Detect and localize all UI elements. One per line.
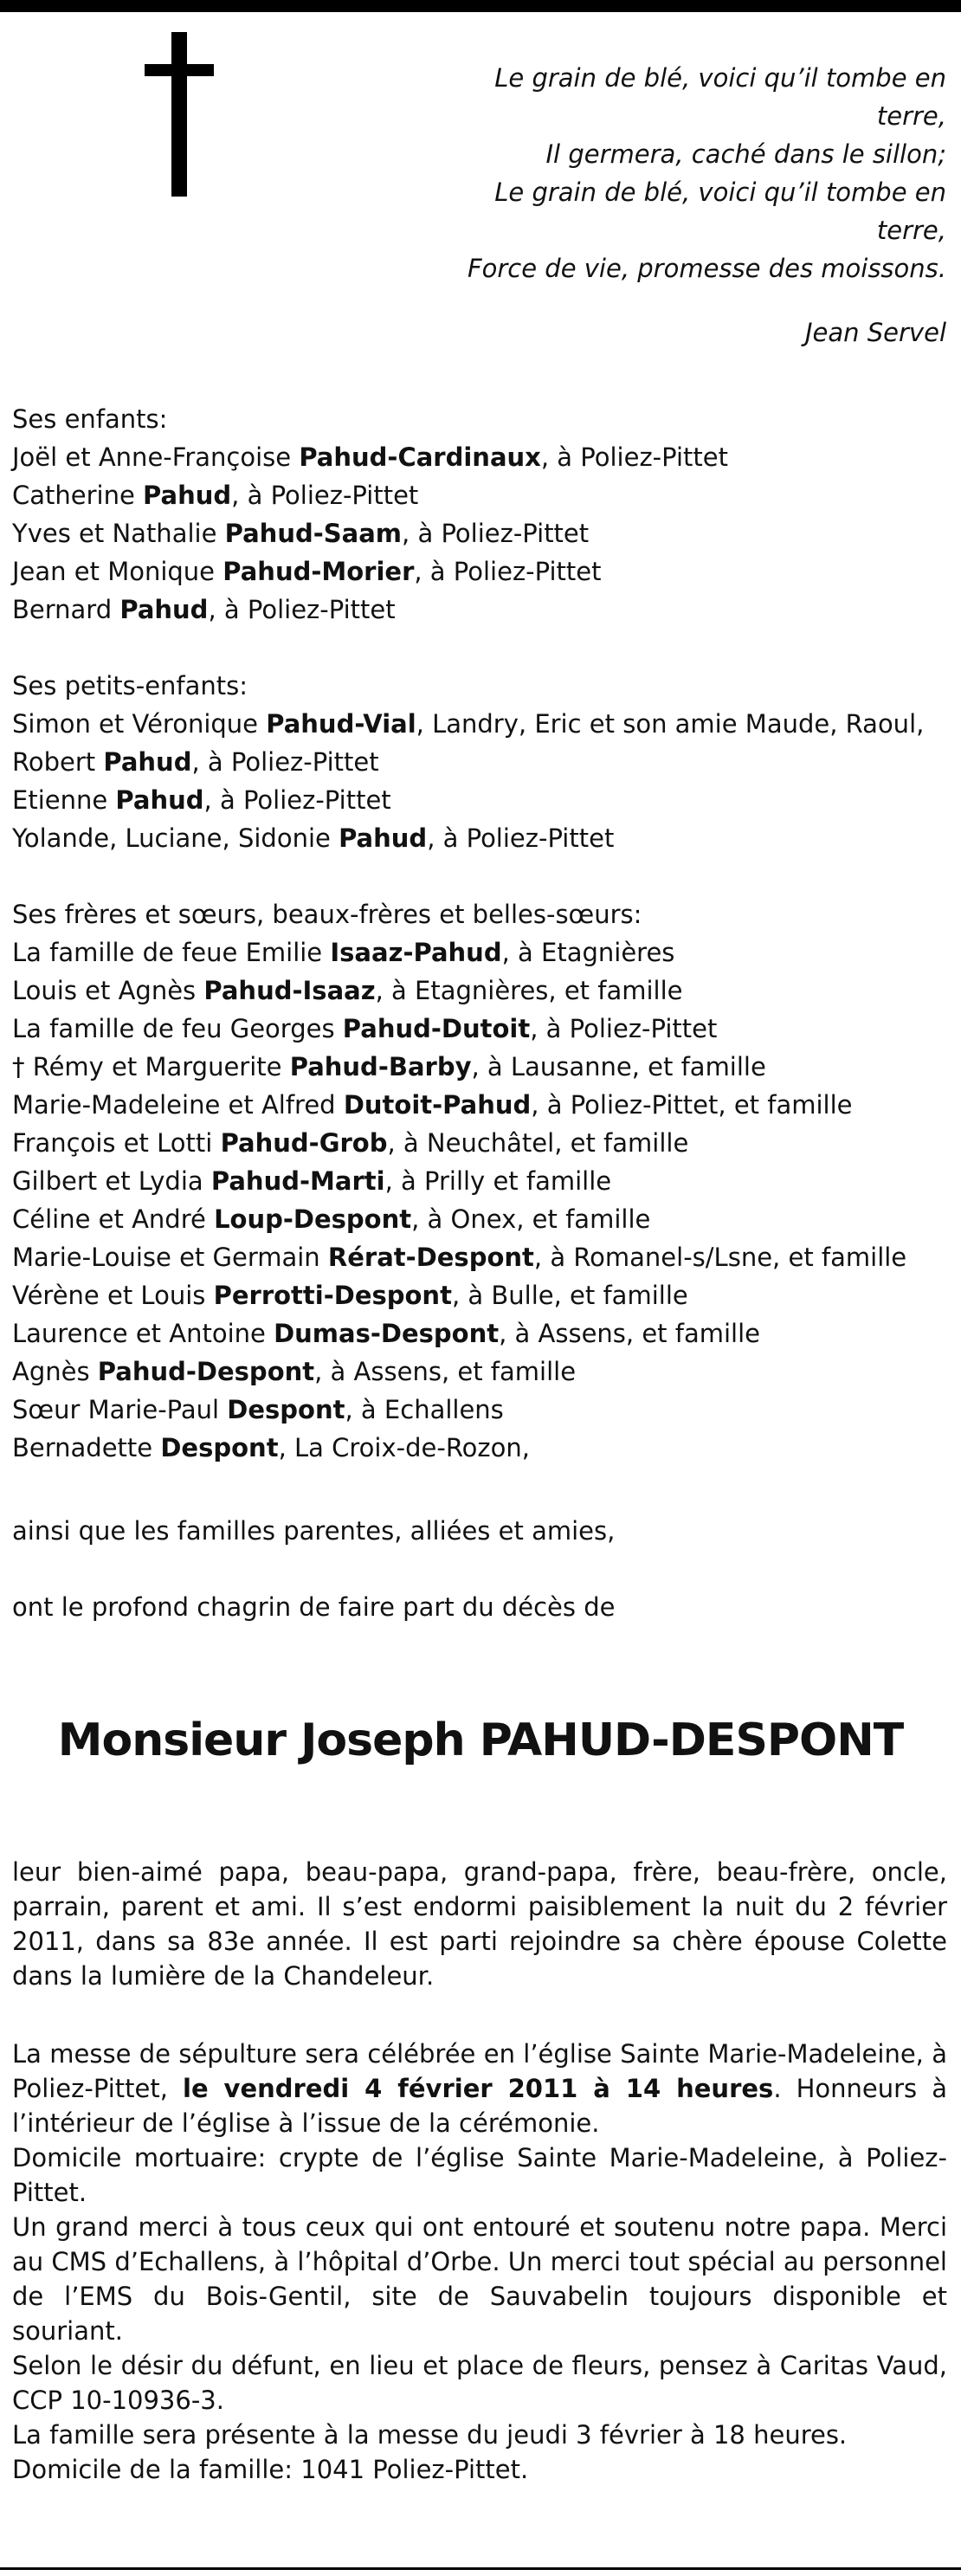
bottom-rule	[0, 2567, 961, 2570]
row-prefix: Robert	[12, 747, 104, 777]
family-row	[12, 1124, 949, 1162]
row-prefix: Yves et Nathalie	[12, 519, 225, 548]
family-row	[12, 933, 949, 972]
biography-paragraph: leur bien-aimé papa, beau-papa, grand-papa, frère, beau-frère, oncle, parrain, parent et ami. Il s’est endormi paisiblement la nuit du 2 février 2011, dans sa 83e année. Il est parti rejoindre sa chère épouse Colette dans la lumière de la Chandeleur.	[12, 1857, 947, 1991]
row-prefix: Bernard	[12, 595, 120, 624]
row-suffix: , à Assens, et famille	[499, 1319, 761, 1348]
poem-line: Le grain de blé, voici qu’il tombe en	[494, 178, 946, 207]
poem-line: Force de vie, promesse des moissons.	[467, 254, 946, 283]
siblings-section	[12, 895, 949, 1467]
row-prefix: Joël et Anne-Françoise	[12, 442, 300, 472]
family-name: Perrotti-Despont	[213, 1281, 452, 1310]
family-name: Dutoit-Pahud	[343, 1090, 532, 1120]
row-suffix: , Landry, Eric et son amie Maude, Raoul,	[416, 709, 925, 739]
row-prefix: Marie-Louise et Germain	[12, 1243, 328, 1272]
row-suffix: , à Poliez-Pittet	[203, 785, 391, 815]
row-suffix: , à Poliez-Pittet	[208, 595, 396, 624]
family-name: Despont	[227, 1395, 345, 1424]
family-row	[12, 552, 949, 591]
thanks-paragraph: Un grand merci à tous ceux qui ont entouré et soutenu notre papa. Merci au CMS d’Echallens, à l’hôpital d’Orbe. Un merci tout spécial au personnel de l’EMS du Bois-Gentil, site de Sauvabelin toujours disponible et souriant.	[12, 2212, 947, 2346]
family-row	[12, 514, 949, 552]
poem-author: Jean Servel	[805, 318, 946, 347]
row-prefix: Marie-Madeleine et Alfred	[12, 1090, 344, 1120]
family-name: Pahud-Cardinaux	[299, 442, 541, 472]
row-suffix: , à Etagnières	[501, 938, 675, 967]
funeral-text: La messe de sépulture sera célébrée en l’église Sainte Marie-Madeleine, à Poliez-Pittet,	[12, 2039, 947, 2103]
row-suffix: , à Romanel-s/Lsne, et famille	[533, 1243, 907, 1272]
family-row	[12, 591, 949, 629]
family-name: Loup-Despont	[214, 1204, 412, 1234]
row-prefix: Catherine	[12, 481, 144, 510]
cross-horizontal-bar	[145, 64, 214, 76]
poem-line: Le grain de blé, voici qu’il tombe en	[494, 63, 946, 93]
section-heading: Ses petits-enfants:	[12, 671, 248, 700]
poem-line: terre,	[876, 101, 946, 131]
family-name: Pahud	[119, 595, 209, 624]
row-suffix: , à Neuchâtel, et famille	[387, 1128, 689, 1158]
family-row	[12, 1200, 949, 1238]
family-row	[12, 1391, 949, 1429]
family-name: Despont	[160, 1433, 279, 1462]
family-presence-paragraph: La famille sera présente à la messe du jeudi 3 février à 18 heures.	[12, 2420, 848, 2450]
row-suffix: , à Poliez-Pittet	[402, 519, 590, 548]
row-suffix: , à Onex, et famille	[411, 1204, 651, 1234]
row-suffix: , à Prilly et famille	[384, 1166, 612, 1196]
family-name: Pahud-Despont	[97, 1357, 315, 1386]
funeral-date: le vendredi 4 février 2011 à 14 heures	[183, 2074, 774, 2103]
family-name: Pahud-Grob	[220, 1128, 388, 1158]
poem-line: Il germera, caché dans le sillon;	[545, 139, 946, 169]
extended-family-text: ainsi que les familles parentes, alliées et amies,	[12, 1516, 616, 1546]
row-suffix: , à Poliez-Pittet	[414, 557, 602, 586]
family-row	[12, 1086, 949, 1124]
funeral-paragraph	[12, 2037, 947, 2140]
row-suffix: , à Poliez-Pittet	[231, 481, 419, 510]
flowers-paragraph: Selon le désir du défunt, en lieu et place de fleurs, pensez à Caritas Vaud, CCP 10-10936-3.	[12, 2351, 947, 2415]
family-row	[12, 1162, 949, 1200]
family-row	[12, 1276, 949, 1314]
family-row	[12, 1429, 949, 1467]
family-row	[12, 1353, 949, 1391]
row-suffix: , à Etagnières, et famille	[375, 976, 683, 1005]
section-heading: Ses enfants:	[12, 404, 168, 434]
row-prefix: François et Lotti	[12, 1128, 221, 1158]
row-prefix: Simon et Véronique	[12, 709, 267, 739]
row-suffix: , à Bulle, et famille	[451, 1281, 688, 1310]
section-heading: Ses frères et sœurs, beaux-frères et belles-sœurs:	[12, 900, 642, 929]
row-prefix: Louis et Agnès	[12, 976, 204, 1005]
family-row	[12, 1238, 949, 1276]
family-row	[12, 743, 949, 781]
family-name: Pahud-Isaaz	[203, 976, 376, 1005]
family-name: Rérat-Despont	[327, 1243, 534, 1272]
family-name: Pahud-Morier	[223, 557, 415, 586]
poem-line: terre,	[876, 216, 946, 245]
poem	[407, 59, 946, 287]
top-rule	[0, 0, 961, 12]
row-prefix: Céline et André	[12, 1204, 215, 1234]
row-suffix: , à Poliez-Pittet	[191, 747, 379, 777]
grandchildren-section	[12, 667, 949, 857]
announcement-line	[12, 1588, 949, 1626]
row-prefix: Bernadette	[12, 1433, 161, 1462]
row-prefix: Jean et Monique	[12, 557, 223, 586]
row-prefix: Sœur Marie-Paul	[12, 1395, 228, 1424]
row-prefix: La famille de feue Emilie	[12, 938, 331, 967]
family-address-paragraph: Domicile de la famille: 1041 Poliez-Pittet.	[12, 2455, 529, 2484]
children-section	[12, 400, 949, 629]
row-suffix: , à Poliez-Pittet	[530, 1014, 718, 1043]
row-prefix: † Rémy et Marguerite	[12, 1052, 290, 1081]
row-prefix: Yolande, Luciane, Sidonie	[12, 823, 339, 853]
family-name: Pahud-Marti	[210, 1166, 385, 1196]
row-prefix: Laurence et Antoine	[12, 1319, 274, 1348]
family-row	[12, 1048, 949, 1086]
row-suffix: , à Poliez-Pittet	[540, 442, 729, 472]
row-prefix: Gilbert et Lydia	[12, 1166, 211, 1196]
row-prefix: La famille de feu Georges	[12, 1014, 343, 1043]
mortuary-paragraph: Domicile mortuaire: crypte de l’église Sainte Marie-Madeleine, à Poliez-Pittet.	[12, 2143, 947, 2207]
row-suffix: , La Croix-de-Rozon,	[278, 1433, 530, 1462]
row-suffix: , à Echallens	[345, 1395, 504, 1424]
deceased-name: Monsieur Joseph PAHUD-DESPONT	[57, 1714, 904, 1766]
row-suffix: , à Lausanne, et famille	[471, 1052, 766, 1081]
row-prefix: Vérène et Louis	[12, 1281, 214, 1310]
family-row	[12, 438, 949, 476]
row-suffix: , à Poliez-Pittet, et famille	[531, 1090, 853, 1120]
family-name: Isaaz-Pahud	[330, 938, 502, 967]
family-name: Pahud	[103, 747, 192, 777]
family-row	[12, 1010, 949, 1048]
family-name: Pahud-Barby	[289, 1052, 472, 1081]
family-row	[12, 781, 949, 819]
family-name: Pahud-Vial	[266, 709, 416, 739]
family-name: Dumas-Despont	[274, 1319, 500, 1348]
family-row	[12, 476, 949, 514]
funeral-honors: . Honneurs à l’intérieur de l’église à l’issue de la cérémonie.	[12, 2074, 948, 2138]
extended-family-line	[12, 1512, 949, 1550]
family-name: Pahud	[115, 785, 204, 815]
family-row	[12, 1314, 949, 1353]
announcement-text: ont le profond chagrin de faire part du décès de	[12, 1592, 616, 1622]
row-suffix: , à Assens, et famille	[314, 1357, 577, 1386]
family-name: Pahud-Saam	[224, 519, 403, 548]
family-row	[12, 819, 949, 857]
family-row	[12, 972, 949, 1010]
row-suffix: , à Poliez-Pittet	[427, 823, 615, 853]
row-prefix: Agnès	[12, 1357, 98, 1386]
family-name: Pahud-Dutoit	[342, 1014, 531, 1043]
cross-vertical-bar	[171, 32, 187, 197]
family-name: Pahud	[143, 481, 232, 510]
family-row	[12, 705, 949, 743]
row-prefix: Etienne	[12, 785, 116, 815]
family-name: Pahud	[339, 823, 428, 853]
